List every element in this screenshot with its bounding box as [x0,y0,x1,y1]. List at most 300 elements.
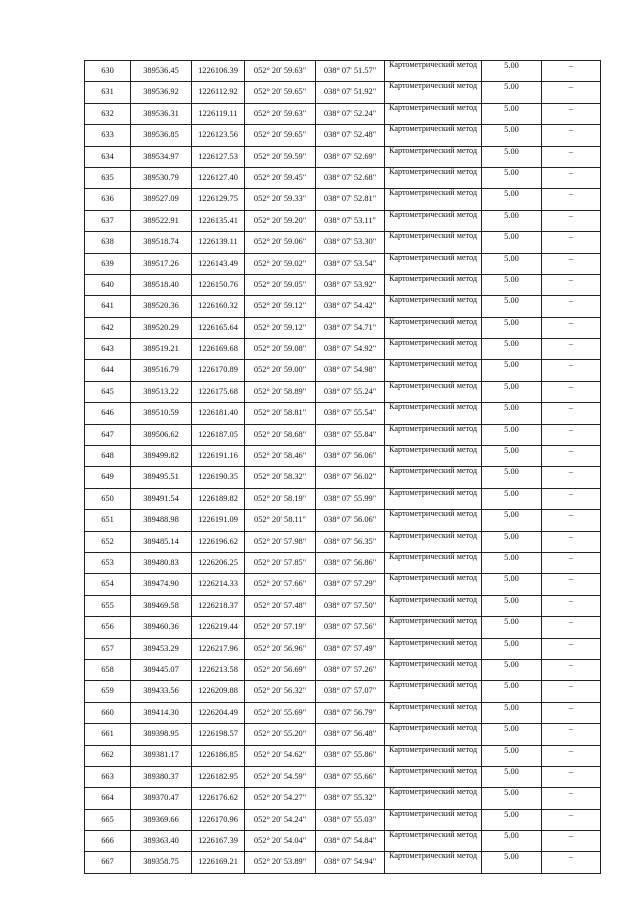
point-number-cell: 645 [85,381,131,402]
latitude-cell: 052° 20' 54.24" [245,809,316,830]
y-coordinate-cell: 1226127.53 [192,146,245,167]
longitude-cell: 038° 07' 52.81" [316,189,385,210]
x-coordinate-cell: 389433.56 [131,681,192,702]
y-coordinate-cell: 1226175.68 [192,381,245,402]
accuracy-cell: 5.00 [482,488,542,509]
note-cell: – [542,467,601,488]
x-coordinate-cell: 389536.92 [131,82,192,103]
longitude-cell: 038° 07' 56.06" [316,510,385,531]
longitude-cell: 038° 07' 52.68" [316,167,385,188]
method-cell: Картометрический метод [385,702,482,723]
point-number-cell: 631 [85,82,131,103]
accuracy-cell: 5.00 [482,82,542,103]
y-coordinate-cell: 1226213.58 [192,659,245,680]
x-coordinate-cell: 389488.98 [131,510,192,531]
table-row [85,552,601,573]
x-coordinate-cell: 389530.79 [131,167,192,188]
note-cell: – [542,745,601,766]
x-coordinate-cell: 389495.51 [131,467,192,488]
table-row [85,103,601,124]
note-cell: – [542,681,601,702]
note-cell: – [542,766,601,787]
point-number-cell: 654 [85,574,131,595]
y-coordinate-cell: 1226204.49 [192,702,245,723]
method-cell: Картометрический метод [385,424,482,445]
latitude-cell: 052° 20' 59.65" [245,82,316,103]
point-number-cell: 630 [85,61,131,82]
latitude-cell: 052° 20' 54.59" [245,766,316,787]
note-cell: – [542,296,601,317]
latitude-cell: 052° 20' 59.12" [245,317,316,338]
table-row [85,82,601,103]
latitude-cell: 052° 20' 58.11" [245,510,316,531]
accuracy-cell: 5.00 [482,167,542,188]
accuracy-cell: 5.00 [482,317,542,338]
latitude-cell: 052° 20' 56.69" [245,659,316,680]
x-coordinate-cell: 389527.09 [131,189,192,210]
method-cell: Картометрический метод [385,488,482,509]
table-row [85,681,601,702]
point-number-cell: 649 [85,467,131,488]
y-coordinate-cell: 1226127.40 [192,167,245,188]
y-coordinate-cell: 1226170.96 [192,809,245,830]
method-cell: Картометрический метод [385,317,482,338]
y-coordinate-cell: 1226196.62 [192,531,245,552]
table-row [85,574,601,595]
accuracy-cell: 5.00 [482,510,542,531]
table-row [85,809,601,830]
longitude-cell: 038° 07' 55.99" [316,488,385,509]
note-cell: – [542,852,601,873]
y-coordinate-cell: 1226167.39 [192,831,245,852]
x-coordinate-cell: 389358.75 [131,852,192,873]
method-cell: Картометрический метод [385,809,482,830]
x-coordinate-cell: 389506.62 [131,424,192,445]
accuracy-cell: 5.00 [482,61,542,82]
method-cell: Картометрический метод [385,595,482,616]
latitude-cell: 052° 20' 53.89" [245,852,316,873]
method-cell: Картометрический метод [385,745,482,766]
longitude-cell: 038° 07' 52.69" [316,146,385,167]
y-coordinate-cell: 1226198.57 [192,724,245,745]
table-row [85,659,601,680]
note-cell: – [542,617,601,638]
point-number-cell: 635 [85,167,131,188]
accuracy-cell: 5.00 [482,189,542,210]
table-row [85,788,601,809]
table-row [85,339,601,360]
method-cell: Картометрический метод [385,788,482,809]
accuracy-cell: 5.00 [482,274,542,295]
point-number-cell: 663 [85,766,131,787]
latitude-cell: 052° 20' 57.85" [245,552,316,573]
method-cell: Картометрический метод [385,724,482,745]
table-row [85,852,601,873]
table-row [85,766,601,787]
latitude-cell: 052° 20' 57.19" [245,617,316,638]
method-cell: Картометрический метод [385,274,482,295]
longitude-cell: 038° 07' 52.48" [316,125,385,146]
point-number-cell: 652 [85,531,131,552]
longitude-cell: 038° 07' 57.29" [316,574,385,595]
accuracy-cell: 5.00 [482,253,542,274]
y-coordinate-cell: 1226176.62 [192,788,245,809]
note-cell: – [542,510,601,531]
latitude-cell: 052° 20' 59.06" [245,232,316,253]
x-coordinate-cell: 389370.47 [131,788,192,809]
table-row [85,167,601,188]
accuracy-cell: 5.00 [482,724,542,745]
coordinates-table [84,60,601,874]
latitude-cell: 052° 20' 59.02" [245,253,316,274]
y-coordinate-cell: 1226217.96 [192,638,245,659]
note-cell: – [542,61,601,82]
longitude-cell: 038° 07' 52.24" [316,103,385,124]
table-body [85,61,601,874]
accuracy-cell: 5.00 [482,659,542,680]
table-row [85,831,601,852]
note-cell: – [542,552,601,573]
latitude-cell: 052° 20' 59.12" [245,296,316,317]
x-coordinate-cell: 389480.83 [131,552,192,573]
accuracy-cell: 5.00 [482,681,542,702]
note-cell: – [542,446,601,467]
latitude-cell: 052° 20' 57.98" [245,531,316,552]
table-row [85,446,601,467]
note-cell: – [542,167,601,188]
note-cell: – [542,274,601,295]
note-cell: – [542,317,601,338]
y-coordinate-cell: 1226112.92 [192,82,245,103]
x-coordinate-cell: 389460.36 [131,617,192,638]
latitude-cell: 052° 20' 55.20" [245,724,316,745]
latitude-cell: 052° 20' 57.66" [245,574,316,595]
latitude-cell: 052° 20' 59.05" [245,274,316,295]
x-coordinate-cell: 389520.36 [131,296,192,317]
latitude-cell: 052° 20' 54.27" [245,788,316,809]
point-number-cell: 662 [85,745,131,766]
table-row [85,189,601,210]
note-cell: – [542,360,601,381]
table-row [85,61,601,82]
longitude-cell: 038° 07' 54.98" [316,360,385,381]
y-coordinate-cell: 1226209.88 [192,681,245,702]
accuracy-cell: 5.00 [482,788,542,809]
x-coordinate-cell: 389369.66 [131,809,192,830]
latitude-cell: 052° 20' 59.63" [245,103,316,124]
point-number-cell: 650 [85,488,131,509]
table-row [85,510,601,531]
x-coordinate-cell: 389381.17 [131,745,192,766]
x-coordinate-cell: 389380.37 [131,766,192,787]
point-number-cell: 667 [85,852,131,873]
table-row [85,360,601,381]
longitude-cell: 038° 07' 56.48" [316,724,385,745]
method-cell: Картометрический метод [385,125,482,146]
x-coordinate-cell: 389517.26 [131,253,192,274]
longitude-cell: 038° 07' 54.94" [316,852,385,873]
note-cell: – [542,210,601,231]
x-coordinate-cell: 389469.58 [131,595,192,616]
method-cell: Картометрический метод [385,360,482,381]
note-cell: – [542,82,601,103]
note-cell: – [542,659,601,680]
longitude-cell: 038° 07' 55.86" [316,745,385,766]
point-number-cell: 651 [85,510,131,531]
x-coordinate-cell: 389518.74 [131,232,192,253]
latitude-cell: 052° 20' 58.81" [245,403,316,424]
point-number-cell: 642 [85,317,131,338]
longitude-cell: 038° 07' 56.79" [316,702,385,723]
note-cell: – [542,253,601,274]
latitude-cell: 052° 20' 59.65" [245,125,316,146]
latitude-cell: 052° 20' 59.45" [245,167,316,188]
longitude-cell: 038° 07' 55.03" [316,809,385,830]
method-cell: Картометрический метод [385,617,482,638]
point-number-cell: 638 [85,232,131,253]
point-number-cell: 633 [85,125,131,146]
table-row [85,488,601,509]
latitude-cell: 052° 20' 59.00" [245,360,316,381]
longitude-cell: 038° 07' 54.42" [316,296,385,317]
accuracy-cell: 5.00 [482,766,542,787]
method-cell: Картометрический метод [385,531,482,552]
note-cell: – [542,339,601,360]
x-coordinate-cell: 389491.54 [131,488,192,509]
x-coordinate-cell: 389510.59 [131,403,192,424]
table-row [85,296,601,317]
point-number-cell: 656 [85,617,131,638]
method-cell: Картометрический метод [385,146,482,167]
longitude-cell: 038° 07' 55.54" [316,403,385,424]
y-coordinate-cell: 1226170.89 [192,360,245,381]
x-coordinate-cell: 389453.29 [131,638,192,659]
x-coordinate-cell: 389474.90 [131,574,192,595]
point-number-cell: 653 [85,552,131,573]
latitude-cell: 052° 20' 59.20" [245,210,316,231]
longitude-cell: 038° 07' 55.24" [316,381,385,402]
y-coordinate-cell: 1226191.16 [192,446,245,467]
accuracy-cell: 5.00 [482,403,542,424]
method-cell: Картометрический метод [385,339,482,360]
point-number-cell: 647 [85,424,131,445]
longitude-cell: 038° 07' 57.26" [316,659,385,680]
latitude-cell: 052° 20' 55.69" [245,702,316,723]
table-row [85,595,601,616]
accuracy-cell: 5.00 [482,125,542,146]
point-number-cell: 666 [85,831,131,852]
accuracy-cell: 5.00 [482,595,542,616]
note-cell: – [542,831,601,852]
note-cell: – [542,724,601,745]
method-cell: Картометрический метод [385,831,482,852]
method-cell: Картометрический метод [385,446,482,467]
x-coordinate-cell: 389414.30 [131,702,192,723]
accuracy-cell: 5.00 [482,531,542,552]
latitude-cell: 052° 20' 58.89" [245,381,316,402]
note-cell: – [542,103,601,124]
table-row [85,467,601,488]
point-number-cell: 639 [85,253,131,274]
longitude-cell: 038° 07' 57.56" [316,617,385,638]
y-coordinate-cell: 1226165.64 [192,317,245,338]
note-cell: – [542,125,601,146]
method-cell: Картометрический метод [385,574,482,595]
latitude-cell: 052° 20' 59.63" [245,61,316,82]
point-number-cell: 646 [85,403,131,424]
accuracy-cell: 5.00 [482,103,542,124]
method-cell: Картометрический метод [385,766,482,787]
note-cell: – [542,531,601,552]
longitude-cell: 038° 07' 51.92" [316,82,385,103]
x-coordinate-cell: 389445.07 [131,659,192,680]
table-row [85,617,601,638]
point-number-cell: 661 [85,724,131,745]
method-cell: Картометрический метод [385,82,482,103]
table-row [85,745,601,766]
longitude-cell: 038° 07' 55.84" [316,424,385,445]
method-cell: Картометрический метод [385,852,482,873]
y-coordinate-cell: 1226182.95 [192,766,245,787]
longitude-cell: 038° 07' 56.02" [316,467,385,488]
longitude-cell: 038° 07' 53.11" [316,210,385,231]
method-cell: Картометрический метод [385,403,482,424]
latitude-cell: 052° 20' 59.08" [245,339,316,360]
table-row [85,125,601,146]
x-coordinate-cell: 389534.97 [131,146,192,167]
longitude-cell: 038° 07' 56.35" [316,531,385,552]
accuracy-cell: 5.00 [482,424,542,445]
y-coordinate-cell: 1226181.40 [192,403,245,424]
table-row [85,403,601,424]
x-coordinate-cell: 389499.82 [131,446,192,467]
accuracy-cell: 5.00 [482,339,542,360]
y-coordinate-cell: 1226150.76 [192,274,245,295]
longitude-cell: 038° 07' 54.84" [316,831,385,852]
point-number-cell: 665 [85,809,131,830]
longitude-cell: 038° 07' 56.86" [316,552,385,573]
method-cell: Картометрический метод [385,381,482,402]
point-number-cell: 643 [85,339,131,360]
x-coordinate-cell: 389536.31 [131,103,192,124]
longitude-cell: 038° 07' 53.92" [316,274,385,295]
table-row [85,146,601,167]
latitude-cell: 052° 20' 54.04" [245,831,316,852]
point-number-cell: 632 [85,103,131,124]
accuracy-cell: 5.00 [482,809,542,830]
method-cell: Картометрический метод [385,210,482,231]
accuracy-cell: 5.00 [482,446,542,467]
y-coordinate-cell: 1226119.11 [192,103,245,124]
point-number-cell: 648 [85,446,131,467]
table-row [85,317,601,338]
table-row [85,724,601,745]
note-cell: – [542,702,601,723]
y-coordinate-cell: 1226160.32 [192,296,245,317]
longitude-cell: 038° 07' 55.32" [316,788,385,809]
method-cell: Картометрический метод [385,552,482,573]
latitude-cell: 052° 20' 58.46" [245,446,316,467]
latitude-cell: 052° 20' 59.33" [245,189,316,210]
note-cell: – [542,424,601,445]
note-cell: – [542,403,601,424]
y-coordinate-cell: 1226190.35 [192,467,245,488]
accuracy-cell: 5.00 [482,296,542,317]
accuracy-cell: 5.00 [482,831,542,852]
note-cell: – [542,809,601,830]
table-row [85,424,601,445]
note-cell: – [542,574,601,595]
note-cell: – [542,189,601,210]
latitude-cell: 052° 20' 56.32" [245,681,316,702]
y-coordinate-cell: 1226123.56 [192,125,245,146]
y-coordinate-cell: 1226218.37 [192,595,245,616]
point-number-cell: 634 [85,146,131,167]
point-number-cell: 660 [85,702,131,723]
y-coordinate-cell: 1226106.39 [192,61,245,82]
accuracy-cell: 5.00 [482,852,542,873]
longitude-cell: 038° 07' 54.92" [316,339,385,360]
point-number-cell: 664 [85,788,131,809]
y-coordinate-cell: 1226169.21 [192,852,245,873]
x-coordinate-cell: 389536.45 [131,61,192,82]
latitude-cell: 052° 20' 58.68" [245,424,316,445]
y-coordinate-cell: 1226189.82 [192,488,245,509]
y-coordinate-cell: 1226219.44 [192,617,245,638]
method-cell: Картометрический метод [385,189,482,210]
note-cell: – [542,232,601,253]
method-cell: Картометрический метод [385,296,482,317]
accuracy-cell: 5.00 [482,232,542,253]
accuracy-cell: 5.00 [482,574,542,595]
latitude-cell: 052° 20' 59.59" [245,146,316,167]
longitude-cell: 038° 07' 51.57" [316,61,385,82]
method-cell: Картометрический метод [385,232,482,253]
point-number-cell: 659 [85,681,131,702]
table-row [85,638,601,659]
accuracy-cell: 5.00 [482,210,542,231]
x-coordinate-cell: 389520.29 [131,317,192,338]
longitude-cell: 038° 07' 57.49" [316,638,385,659]
method-cell: Картометрический метод [385,467,482,488]
accuracy-cell: 5.00 [482,467,542,488]
method-cell: Картометрический метод [385,103,482,124]
y-coordinate-cell: 1226186.85 [192,745,245,766]
y-coordinate-cell: 1226206.25 [192,552,245,573]
method-cell: Картометрический метод [385,61,482,82]
y-coordinate-cell: 1226143.49 [192,253,245,274]
accuracy-cell: 5.00 [482,745,542,766]
latitude-cell: 052° 20' 58.19" [245,488,316,509]
table-row [85,702,601,723]
x-coordinate-cell: 389518.40 [131,274,192,295]
table-row [85,531,601,552]
note-cell: – [542,146,601,167]
longitude-cell: 038° 07' 53.54" [316,253,385,274]
latitude-cell: 052° 20' 57.48" [245,595,316,616]
y-coordinate-cell: 1226187.05 [192,424,245,445]
x-coordinate-cell: 389519.21 [131,339,192,360]
x-coordinate-cell: 389536.85 [131,125,192,146]
y-coordinate-cell: 1226129.75 [192,189,245,210]
point-number-cell: 640 [85,274,131,295]
y-coordinate-cell: 1226214.33 [192,574,245,595]
latitude-cell: 052° 20' 58.32" [245,467,316,488]
table-row [85,381,601,402]
table-row [85,210,601,231]
x-coordinate-cell: 389363.40 [131,831,192,852]
x-coordinate-cell: 389485.14 [131,531,192,552]
